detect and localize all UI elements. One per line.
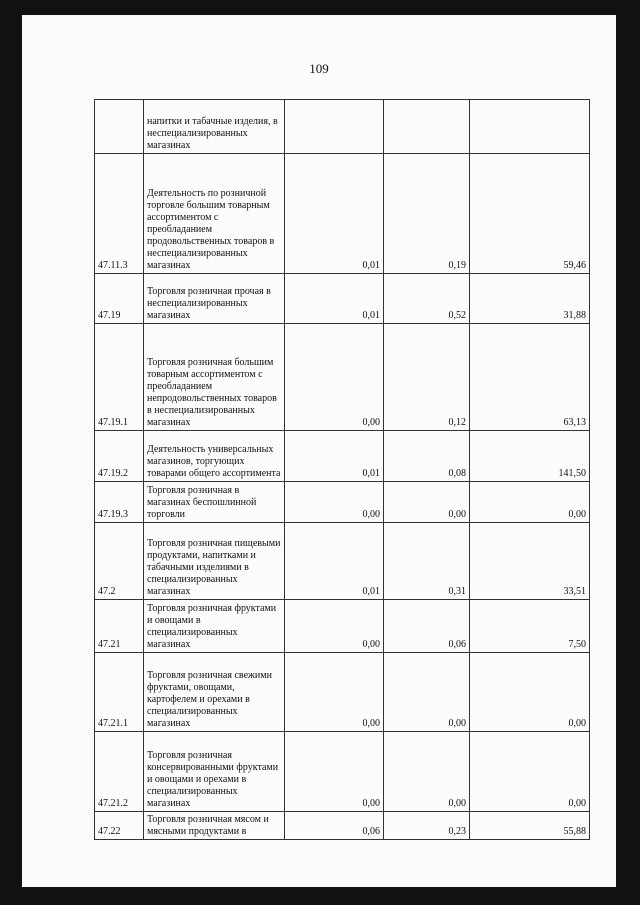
table-row xyxy=(95,154,590,274)
table-row xyxy=(95,482,590,523)
value-cell-1: 0,00 xyxy=(285,482,384,523)
activity-code-cell: 47.19.1 xyxy=(95,324,144,431)
value-cell-3: 33,51 xyxy=(470,523,590,600)
table-row xyxy=(95,324,590,431)
value-cell-1: 0,01 xyxy=(285,154,384,274)
value-cell-3: 59,46 xyxy=(470,154,590,274)
value-cell-3 xyxy=(470,100,590,154)
activity-name-cell: Торговля розничная фруктами и овощами в специализированных магазинах xyxy=(144,600,285,653)
activity-name-cell: Деятельность по розничной торговле большим товарным ассортиментом с преобладанием продовольственных товаров в неспециализированных магазинах xyxy=(144,154,285,274)
table-row xyxy=(95,812,590,840)
table-row xyxy=(95,732,590,812)
value-cell-3: 0,00 xyxy=(470,653,590,732)
value-cell-1: 0,00 xyxy=(285,600,384,653)
data-table xyxy=(94,99,590,840)
activity-code-cell: 47.19.2 xyxy=(95,431,144,482)
value-cell-2 xyxy=(384,100,470,154)
activity-code-cell: 47.22 xyxy=(95,812,144,840)
value-cell-1: 0,00 xyxy=(285,653,384,732)
value-cell-2: 0,31 xyxy=(384,523,470,600)
activity-code-cell: 47.21.2 xyxy=(95,732,144,812)
activity-name-cell: Торговля розничная консервированными фруктами и овощами и орехами в специализированных магазинах xyxy=(144,732,285,812)
value-cell-2: 0,00 xyxy=(384,653,470,732)
activity-code-cell: 47.21 xyxy=(95,600,144,653)
scan-border-right xyxy=(616,0,640,905)
table-row xyxy=(95,431,590,482)
table-row xyxy=(95,600,590,653)
activity-code-cell: 47.21.1 xyxy=(95,653,144,732)
value-cell-1: 0,00 xyxy=(285,324,384,431)
scan-border-top xyxy=(0,0,640,15)
value-cell-2: 0,12 xyxy=(384,324,470,431)
document-page xyxy=(22,15,616,887)
table-row xyxy=(95,100,590,154)
value-cell-3: 141,50 xyxy=(470,431,590,482)
activity-name-cell: напитки и табачные изделия, в неспециализированных магазинах xyxy=(144,100,285,154)
activity-name-cell: Торговля розничная мясом и мясными продуктами в xyxy=(144,812,285,840)
value-cell-2: 0,52 xyxy=(384,274,470,324)
value-cell-2: 0,19 xyxy=(384,154,470,274)
activity-code-cell: 47.19.3 xyxy=(95,482,144,523)
value-cell-3: 55,88 xyxy=(470,812,590,840)
value-cell-1: 0,01 xyxy=(285,523,384,600)
activity-code-cell: 47.2 xyxy=(95,523,144,600)
value-cell-2: 0,06 xyxy=(384,600,470,653)
scan-border-bottom xyxy=(0,887,640,905)
table-row xyxy=(95,274,590,324)
activity-name-cell: Деятельность универсальных магазинов, торгующих товарами общего ассортимента xyxy=(144,431,285,482)
value-cell-1: 0,00 xyxy=(285,732,384,812)
activity-name-cell: Торговля розничная в магазинах беспошлинной торговли xyxy=(144,482,285,523)
page-number: 109 xyxy=(309,61,329,76)
value-cell-3: 63,13 xyxy=(470,324,590,431)
value-cell-1: 0,01 xyxy=(285,431,384,482)
activity-name-cell: Торговля розничная пищевыми продуктами, напитками и табачными изделиями в специализированных магазинах xyxy=(144,523,285,600)
value-cell-1: 0,01 xyxy=(285,274,384,324)
value-cell-3: 0,00 xyxy=(470,482,590,523)
activity-name-cell: Торговля розничная свежими фруктами, овощами, картофелем и орехами в специализированных магазинах xyxy=(144,653,285,732)
value-cell-2: 0,00 xyxy=(384,732,470,812)
value-cell-2: 0,23 xyxy=(384,812,470,840)
value-cell-2: 0,08 xyxy=(384,431,470,482)
value-cell-3: 0,00 xyxy=(470,732,590,812)
value-cell-3: 7,50 xyxy=(470,600,590,653)
table-row xyxy=(95,653,590,732)
activity-code-cell xyxy=(95,100,144,154)
activity-name-cell: Торговля розничная прочая в неспециализированных магазинах xyxy=(144,274,285,324)
scan-border-left xyxy=(0,0,22,905)
value-cell-3: 31,88 xyxy=(470,274,590,324)
value-cell-2: 0,00 xyxy=(384,482,470,523)
activity-code-cell: 47.19 xyxy=(95,274,144,324)
activity-name-cell: Торговля розничная большим товарным ассортиментом с преобладанием непродовольственных товаров в неспециализированных магазинах xyxy=(144,324,285,431)
value-cell-1: 0,06 xyxy=(285,812,384,840)
activity-code-cell: 47.11.3 xyxy=(95,154,144,274)
table-row xyxy=(95,523,590,600)
value-cell-1 xyxy=(285,100,384,154)
